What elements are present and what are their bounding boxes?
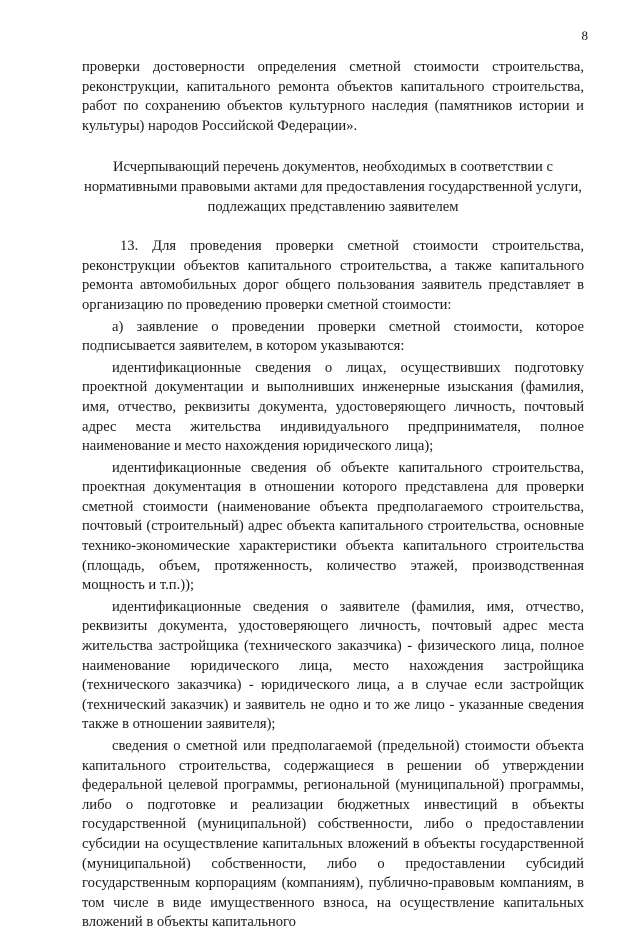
paragraph-a: а) заявление о проведении проверки сметной стоимости, которое подписывается заявителем, в котором указываются:	[82, 318, 584, 355]
paragraph-ident-persons: идентификационные сведения о лицах, осуществивших подготовку проектной документации и выполнивших инженерные изыскания (фамилия, имя, отчество, реквизиты документа, удостоверяющего личность, почтовый адрес места жительства индивидуального предпринимателя, полное наименование и место нахождения юридического лица);	[82, 359, 584, 455]
document-body	[82, 58, 584, 933]
intro-continuation-paragraph: проверки достоверности определения сметной стоимости строительства, реконструкции, капитального ремонта объектов капитального строительства, работ по сохранению объектов культурного наследия (памятников истории и культуры) народов Российской Федерации».	[82, 59, 584, 134]
page-number: 8	[581, 28, 588, 43]
paragraph-cost-info: сведения о сметной или предполагаемой (предельной) стоимости объекта капитального строительства, содержащиеся в решении об утверждении федеральной целевой программы, региональной (муниципальной) программы, либо о подготовке и реализации бюджетных инвестиций в объекты государственной (муниципальной) собственности, либо о предоставлении субсидии на осуществление капитальных вложений в объекты государственной (муниципальной) собственности, либо о предоставлении субсидий государственным корпорациям (компаниям), публично-правовым компаниям, в том числе в виде имущественного взноса, на осуществление капитальных вложений в объекты капитального	[82, 738, 584, 931]
paragraph-13: 13. Для проведения проверки сметной стоимости строительства, реконструкции объектов капитального строительства, а также капитального ремонта автомобильных дорог общего пользования заявитель представляет в организацию по проведению проверки сметной стоимости:	[82, 238, 584, 313]
section-heading: Исчерпывающий перечень документов, необходимых в соответствии с нормативными правовыми актами для предоставления государственной услуги, подлежащих представлению заявителем	[84, 159, 582, 215]
paragraph-ident-object: идентификационные сведения об объекте капитального строительства, проектная документация в отношении которого представлена для проверки сметной стоимости (наименование объекта предполагаемого строительства, почтовый (строительный) адрес объекта капитального строительства, основные технико-экономические характеристики объекта капитального строительства (площадь, объем, протяженность, количество этажей, производственная мощность и т.п.));	[82, 459, 584, 594]
paragraph-ident-applicant: идентификационные сведения о заявителе (фамилия, имя, отчество, реквизиты документа, удостоверяющего личность, почтовый адрес места жительства застройщика (технического заказчика) - физического лица, полное наименование юридического лица, место нахождения застройщика (технического заказчика) - юридического лица, а в случае если застройщик (технический заказчик) и заявитель не одно и то же лицо - указанные сведения также в отношении заявителя);	[82, 598, 584, 733]
